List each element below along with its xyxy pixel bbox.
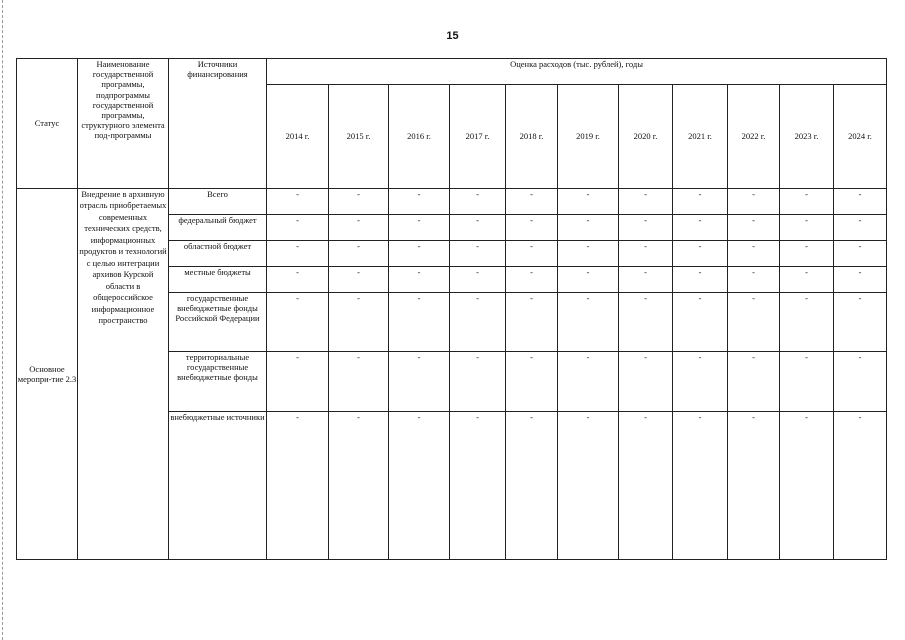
value-cell: - (389, 352, 450, 412)
value-cell: - (558, 412, 619, 560)
year-2023: 2023 г. (780, 85, 834, 189)
header-sources: Источники финансирования (169, 59, 267, 189)
value-cell: - (834, 352, 887, 412)
funding-source-cell: территориальные государственные внебюджетные фонды (169, 352, 267, 412)
value-cell: - (329, 293, 389, 352)
value-cell: - (558, 215, 619, 241)
value-cell: - (329, 352, 389, 412)
value-cell: - (834, 412, 887, 560)
value-cell: - (389, 189, 450, 215)
value-cell: - (450, 352, 506, 412)
value-cell: - (506, 241, 558, 267)
value-cell: - (834, 189, 887, 215)
value-cell: - (329, 412, 389, 560)
value-cell: - (329, 189, 389, 215)
value-cell: - (267, 241, 329, 267)
year-2014: 2014 г. (267, 85, 329, 189)
year-2020: 2020 г. (619, 85, 673, 189)
value-cell: - (673, 189, 728, 215)
value-cell: - (673, 267, 728, 293)
value-cell: - (619, 189, 673, 215)
value-cell: - (558, 189, 619, 215)
year-2018: 2018 г. (506, 85, 558, 189)
table-row (17, 189, 887, 215)
value-cell: - (329, 241, 389, 267)
value-cell: - (780, 189, 834, 215)
value-cell: - (619, 267, 673, 293)
value-cell: - (834, 241, 887, 267)
funding-source-cell: внебюджетные источники (169, 412, 267, 560)
year-2022: 2022 г. (728, 85, 780, 189)
value-cell: - (506, 293, 558, 352)
funding-source-cell: местные бюджеты (169, 267, 267, 293)
value-cell: - (267, 293, 329, 352)
value-cell: - (450, 267, 506, 293)
value-cell: - (619, 215, 673, 241)
value-cell: - (267, 215, 329, 241)
value-cell: - (267, 267, 329, 293)
value-cell: - (267, 352, 329, 412)
budget-table (16, 58, 887, 560)
value-cell: - (673, 352, 728, 412)
value-cell: - (728, 293, 780, 352)
value-cell: - (780, 412, 834, 560)
value-cell: - (329, 215, 389, 241)
value-cell: - (728, 267, 780, 293)
left-margin-line (2, 0, 3, 640)
value-cell: - (619, 241, 673, 267)
year-2015: 2015 г. (329, 85, 389, 189)
funding-source-cell: областной бюджет (169, 241, 267, 267)
value-cell: - (619, 293, 673, 352)
value-cell: - (389, 215, 450, 241)
value-cell: - (728, 189, 780, 215)
value-cell: - (780, 215, 834, 241)
funding-source-cell: Всего (169, 189, 267, 215)
value-cell: - (506, 215, 558, 241)
measure-name-cell: Внедрение в архивную отрасль приобретаемых современных технических средств, информационных продуктов и технологий с целью интеграции архивов Курской области в общероссийское информационное пространство (78, 189, 169, 560)
value-cell: - (834, 267, 887, 293)
value-cell: - (389, 412, 450, 560)
value-cell: - (728, 352, 780, 412)
value-cell: - (673, 241, 728, 267)
value-cell: - (780, 267, 834, 293)
value-cell: - (780, 241, 834, 267)
value-cell: - (450, 293, 506, 352)
page-number: 15 (446, 30, 459, 42)
value-cell: - (558, 241, 619, 267)
value-cell: - (506, 189, 558, 215)
header-status: Статус (17, 59, 78, 189)
value-cell: - (267, 412, 329, 560)
value-cell: - (619, 352, 673, 412)
year-2024: 2024 г. (834, 85, 887, 189)
value-cell: - (506, 412, 558, 560)
value-cell: - (267, 189, 329, 215)
value-cell: - (450, 241, 506, 267)
year-2016: 2016 г. (389, 85, 450, 189)
value-cell: - (780, 352, 834, 412)
year-2017: 2017 г. (450, 85, 506, 189)
value-cell: - (450, 412, 506, 560)
value-cell: - (389, 293, 450, 352)
value-cell: - (780, 293, 834, 352)
value-cell: - (834, 293, 887, 352)
value-cell: - (329, 267, 389, 293)
value-cell: - (728, 215, 780, 241)
header-estimate: Оценка расходов (тыс. рублей), годы (267, 59, 887, 85)
value-cell: - (673, 293, 728, 352)
value-cell: - (506, 352, 558, 412)
value-cell: - (450, 215, 506, 241)
status-cell: Основное меропри-тие 2.3 (17, 189, 78, 560)
value-cell: - (728, 241, 780, 267)
year-2019: 2019 г. (558, 85, 619, 189)
value-cell: - (450, 189, 506, 215)
value-cell: - (673, 412, 728, 560)
value-cell: - (558, 293, 619, 352)
funding-source-cell: федеральный бюджет (169, 215, 267, 241)
value-cell: - (506, 267, 558, 293)
year-2021: 2021 г. (673, 85, 728, 189)
value-cell: - (558, 352, 619, 412)
value-cell: - (728, 412, 780, 560)
funding-source-cell: государственные внебюджетные фонды Российской Федерации (169, 293, 267, 352)
header-name: Наименование государственной программы, подпрограммы государственной программы, структурного элемента под-программы (78, 59, 169, 189)
value-cell: - (673, 215, 728, 241)
value-cell: - (389, 241, 450, 267)
value-cell: - (619, 412, 673, 560)
value-cell: - (558, 267, 619, 293)
value-cell: - (834, 215, 887, 241)
value-cell: - (389, 267, 450, 293)
